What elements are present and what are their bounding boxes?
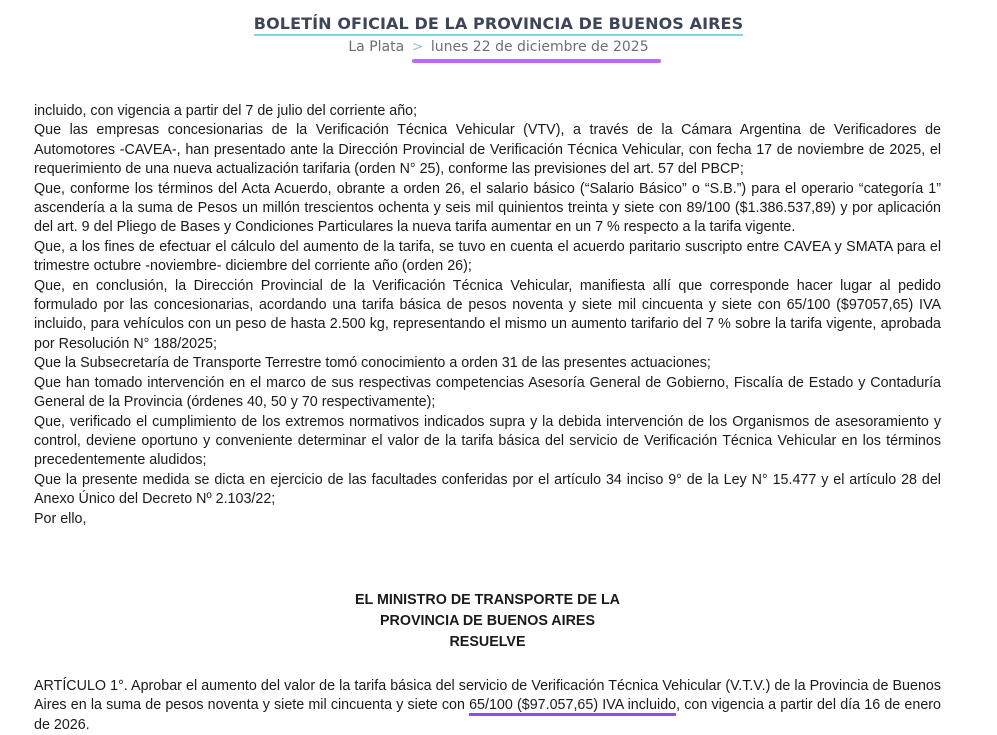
paragraph: Que, en conclusión, la Dirección Provincial de la Verificación Técnica Vehicular, manifiesta allí que corresponde hacer lugar al pedido formulado por las concesionarias, acordando una tarifa básica de pesos noventa y siete mil cincuenta y siete con 65/100 ($97057,65) IVA incluido, para vehículos con un peso de hasta 2.500 kg, representando el mismo un aumento tarifario del 7 % sobre la tarifa vigente, aprobada por Resolución N° 188/2025;	[34, 277, 941, 352]
article-text-end: , con vigencia a partir del día 16 de enero de 2026.	[34, 697, 941, 733]
paragraph: Que la Subsecretaría de Transporte Terrestre tomó conocimiento a orden 31 de las presentes actuaciones;	[34, 355, 711, 372]
publication-date: lunes 22 de diciembre de 2025	[430, 39, 649, 55]
resolution-line-3: RESUELVE	[449, 634, 526, 650]
bulletin-dateline	[0, 39, 997, 55]
paragraph: Que la presente medida se dicta en ejercicio de las facultades conferidas por el artículo 34 inciso 9° de la Ley N° 15.477 y el artículo 28 del Anexo Único del Decreto Nº 2.103/22;	[34, 471, 941, 508]
paragraph: Que han tomado intervención en el marco de sus respectivas competencias Asesoría General de Gobierno, Fiscalía de Estado y Contaduría General de la Provincia (órdenes 40, 50 y 70 respectivamente);	[34, 374, 941, 411]
resolution-line-1: EL MINISTRO DE TRANSPORTE DE LA	[354, 592, 621, 608]
resolution-line-2: PROVINCIA DE BUENOS AIRES	[379, 613, 595, 629]
breadcrumb-separator: >	[411, 39, 424, 55]
paragraph: Que, conforme los términos del Acta Acuerdo, obrante a orden 26, el salario básico (“Salario Básico” o “S.B.”) para el operario “categoría 1” ascendería a la suma de Pesos un millón trescientos ochenta y seis mil quinientos treinta y siete con 89/100 ($1.386.537,89) y por aplicación del art. 9 del Pliego de Bases y Condiciones Particulares la nueva tarifa aumentar en un 7 % respecto a la tarifa vigente.	[34, 180, 941, 236]
date-highlight-mark	[412, 59, 661, 63]
highlighted-amount: 65/100 ($97.057,65) IVA incluido	[469, 697, 676, 716]
paragraph: Que, a los fines de efectuar el cálculo del aumento de la tarifa, se tuvo en cuenta el acuerdo paritario suscripto entre CAVEA y SMATA para el trimestre octubre -noviembre- diciembre del corriente año (orden 26);	[34, 238, 941, 275]
article-text: ARTÍCULO 1°. Aprobar el aumento del valor de la tarifa básica del servicio de Verificación Técnica Vehicular (V.T.V.) de la Provincia de Buenos Aires en la suma de pesos noventa y siete mil cincuenta y siete con	[34, 678, 941, 714]
city-label: La Plata	[348, 39, 405, 55]
bulletin-title: BOLETÍN OFICIAL DE LA PROVINCIA DE BUENOS AIRES	[254, 14, 743, 36]
document-body	[34, 102, 941, 529]
article-1	[34, 677, 941, 735]
paragraph: Que las empresas concesionarias de la Verificación Técnica Vehicular (VTV), a través de la Cámara Argentina de Verificadores de Automotores -CAVEA-, han presentado ante la Dirección Provincial de Verificación Técnica Vehicular, con fecha 17 de noviembre de 2025, el requerimiento de una nueva actualización tarifaria (orden N° 25), conforme las previsiones del art. 57 del PBCP;	[34, 122, 941, 178]
resolution-heading	[0, 590, 975, 653]
paragraph: incluido, con vigencia a partir del 7 de julio del corriente año;	[34, 103, 418, 119]
paragraph: Que, verificado el cumplimiento de los extremos normativos indicados supra y la debida intervención de los Organismos de asesoramiento y control, deviene oportuno y conveniente determinar el valor de la tarifa básica del servicio de Verificación Técnica Vehicular en los términos precedentemente aludidos;	[34, 413, 941, 469]
paragraph: Por ello,	[34, 510, 87, 527]
bulletin-header	[0, 14, 997, 55]
